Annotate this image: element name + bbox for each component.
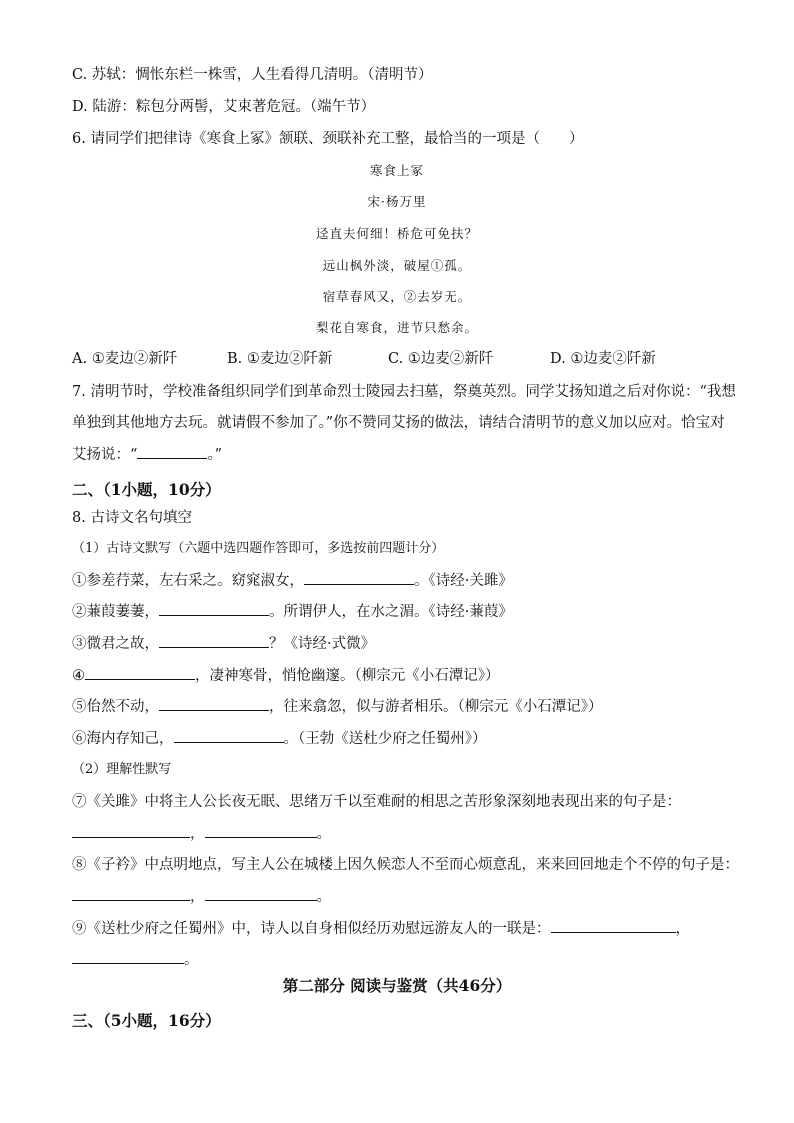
fill-item-4: ④ ，凄神寒骨，悄怆幽邃。（柳宗元《小石潭记》） <box>72 665 500 686</box>
fill-item-7-prompt: ⑦《关雎》中将主人公长夜无眠、思绪万千以至难耐的相思之苦形象深刻地表现出来的句子是： <box>72 794 681 810</box>
answer-blank[interactable] <box>159 633 269 648</box>
question-6: 6. 请同学们把律诗《寒食上冢》颔联、颈联补充工整，最恰当的一项是（ ） <box>72 131 584 147</box>
question-7-line-3: 艾扬说：“ 。” <box>72 444 222 465</box>
option-a: A. ①麦边②新阡 <box>72 351 178 367</box>
fill-item-9-prompt: ⑨《送杜少府之任蜀州》中，诗人以自身相似经历劝慰远游友人的一联是： ， <box>72 918 690 939</box>
fill-item-6: ⑥海内存知己， 。（王勃《送杜少府之任蜀州》） <box>72 728 487 749</box>
answer-blank[interactable] <box>551 918 676 933</box>
answer-blank[interactable] <box>205 823 317 838</box>
answer-blank[interactable] <box>72 886 190 901</box>
fill-item-1: ①参差荇菜，左右采之。窈窕淑女， 。《诗经·关雎》 <box>72 570 513 591</box>
fill-item-8-answers: ， 。 <box>72 886 331 907</box>
fill-item-3: ③微君之故， ？《诗经·式微》 <box>72 633 375 654</box>
poem-title: 寒食上冢 <box>369 163 424 178</box>
question-8-part-1: （1）古诗文默写（六题中选四题作答即可，多选按前四题计分） <box>72 541 445 556</box>
answer-blank[interactable] <box>72 949 184 964</box>
poem-line-3: 宿草春风又，②去岁无。 <box>322 289 472 304</box>
poem-line-4: 梨花自寒食，进节只愁余。 <box>315 320 478 335</box>
question-7-line-1: 7. 清明节时，学校准备组织同学们到革命烈士陵园去扫墓，祭奠英烈。同学艾扬知道之后对你说：“我想 <box>72 384 736 400</box>
answer-blank[interactable] <box>159 601 269 616</box>
answer-blank[interactable] <box>72 823 190 838</box>
fill-item-2: ②蒹葭萋萋， 。所谓伊人，在水之湄。《诗经·蒹葭》 <box>72 601 513 622</box>
option-c: C. ①边麦②新阡 <box>388 351 494 367</box>
fill-item-7-answers: ， 。 <box>72 823 331 844</box>
question-8-part-2: （2）理解性默写 <box>72 762 172 777</box>
answer-blank[interactable] <box>304 570 414 585</box>
poem-author: 宋·杨万里 <box>367 194 427 209</box>
section-3-heading: 三、（5小题，16分） <box>72 1011 221 1030</box>
answer-blank[interactable] <box>205 886 317 901</box>
question-8: 8. 古诗文名句填空 <box>72 510 192 526</box>
section-2-heading: 二、（1小题，10分） <box>72 480 221 499</box>
answer-blank[interactable] <box>137 444 207 459</box>
part-2-heading: 第二部分 阅读与鉴赏（共46分） <box>282 976 512 995</box>
answer-blank[interactable] <box>159 696 269 711</box>
poem-line-1: 迳直夫何细！桥危可免扶？ <box>315 226 478 241</box>
option-b: B. ①麦边②阡新 <box>227 351 333 367</box>
question-7-line-2: 单独到其他地方去玩。就请假不参加了。”你不赞同艾扬的做法，请结合清明节的意义加以应对。恰宝对 <box>72 415 725 431</box>
fill-item-8-prompt: ⑧《子衿》中点明地点，写主人公在城楼上因久候恋人不至而心烦意乱，来来回回地走个不停的句子是： <box>72 857 739 873</box>
option-c-q5: C. 苏轼：惆怅东栏一株雪，人生看得几清明。（清明节） <box>72 67 433 83</box>
poem-line-2: 远山枫外淡，破屋①孤。 <box>322 258 472 273</box>
answer-blank[interactable] <box>85 665 195 680</box>
answer-blank[interactable] <box>174 728 284 743</box>
fill-item-5: ⑤佁然不动， ，往来翕忽，似与游者相乐。（柳宗元《小石潭记》） <box>72 696 603 717</box>
option-d-q5: D. 陆游：粽包分两髻，艾束著危冠。（端午节） <box>72 99 376 115</box>
question-6-options <box>72 349 722 369</box>
fill-item-9-answers: 。 <box>72 949 199 970</box>
option-d: D. ①边麦②阡新 <box>550 351 656 367</box>
